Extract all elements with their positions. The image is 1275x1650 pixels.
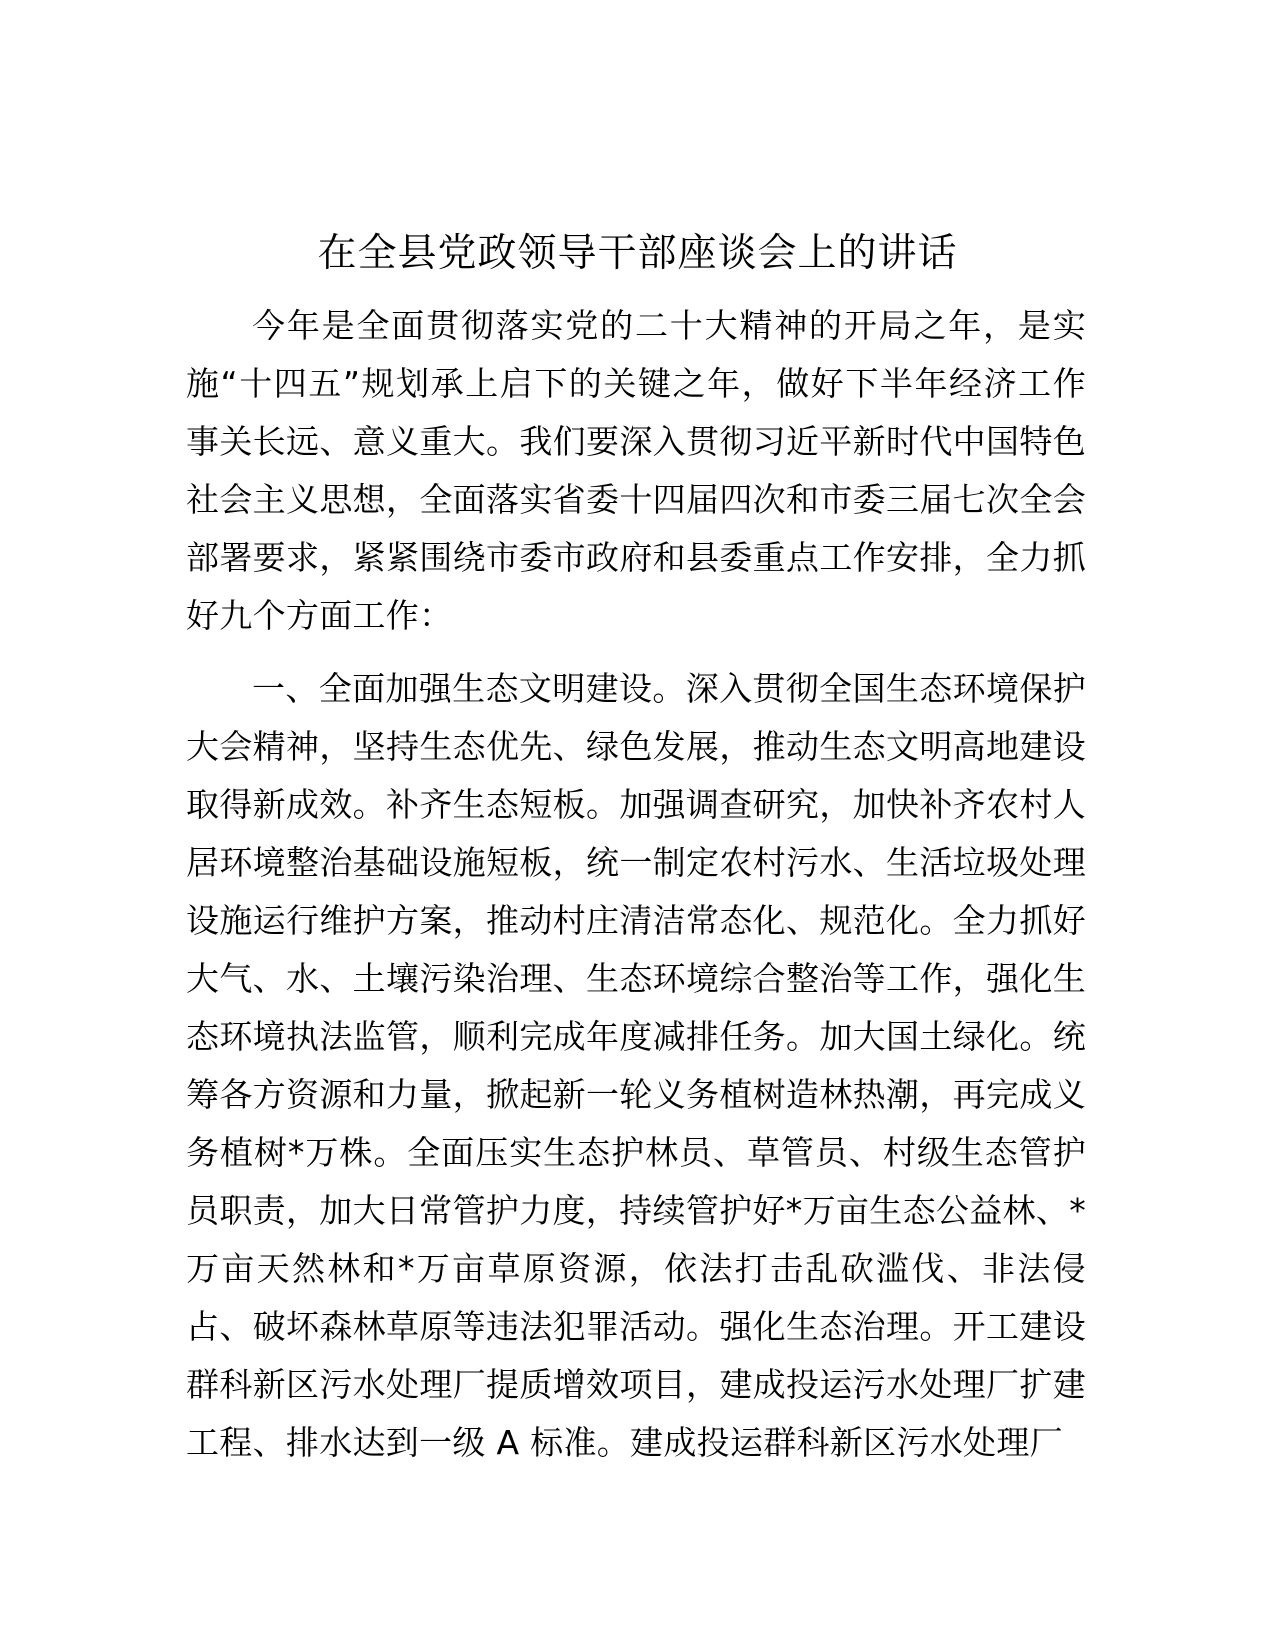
paragraph-intro: 今年是全面贯彻落实党的二十大精神的开局之年，是实施“十四五”规划承上启下的关键之年，做好下半年经济工作事关长远、意义重大。我们要深入贯彻习近平新时代中国特色社会主义思想，全面落实省委十四届四次和市委三届七次全会部署要求，紧紧围绕市委市政府和县委重点工作安排，全力抓好九个方面工作： — [186, 306, 1086, 635]
paragraph-ecology: 一、全面加强生态文明建设。深入贯彻全国生态环境保护大会精神，坚持生态优先、绿色发展，推动生态文明高地建设取得新成效。补齐生态短板。加强调查研究，加快补齐农村人居环境整治基础设施短板，统一制定农村污水、生活垃圾处理设施运行维护方案，推动村庄清洁常态化、规范化。全力抓好大气、水、土壤污染治理、生态环境综合整治等工作，强化生态环境执法监管，顺利完成年度减排任务。加大国土绿化。统筹各方资源和力量，掀起新一轮义务植树造林热潮，再完成义务植树*万株。全面压实生态护林员、草管员、村级生态管护员职责，加大日常管护力度，持续管护好*万亩生态公益林、*万亩天然林和*万亩草原资源，依法打击乱砍滥伐、非法侵占、破坏森林草原等违法犯罪活动。强化生态治理。开工建设群科新区污水处理厂提质增效项目，建成投运污水处理厂扩建工程、排水达到一级 A 标准。建成投运群科新区污水处理厂 — [186, 669, 1086, 1462]
document-title: 在全县党政领导干部座谈会上的讲话 — [317, 231, 958, 276]
